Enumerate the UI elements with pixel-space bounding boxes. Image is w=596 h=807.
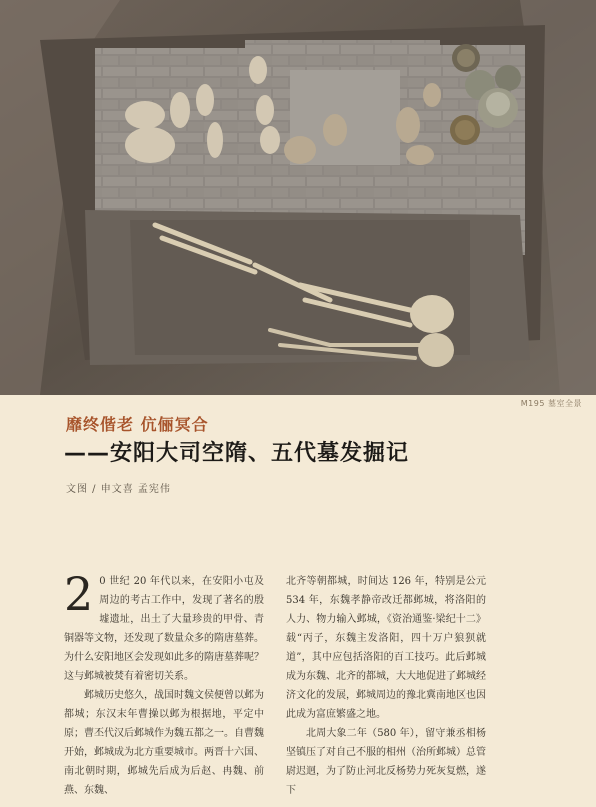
paragraph-intro xyxy=(64,567,264,686)
body-column-right xyxy=(286,572,486,800)
photo-caption: M195 墓室全景 xyxy=(520,399,582,408)
drop-cap: 2 xyxy=(64,567,94,621)
article-byline: 文图 / 申文喜 孟宪伟 xyxy=(66,484,171,495)
paragraph-intro-text: 0 世纪 20 年代以来，在安阳小屯及周边的考古工作中，发现了著名的殷墟遗址，出土了大量珍贵的甲骨、青铜器等文物，还发现了数量众多的隋唐墓葬。为什么安阳地区会发现如此多的隋唐墓葬呢？这与邺城被焚有着密切关系。 xyxy=(64,576,264,682)
tomb-photo xyxy=(0,0,596,395)
article-kicker: 靡终偕老 伉俪冥合 xyxy=(66,415,209,434)
paragraph-history: 邺城历史悠久，战国时魏文侯便曾以邺为都城；东汉末年曹操以邺为根据地，平定中原；曹丕代汉后邺城作为魏五都之一。自曹魏开始，邺城成为北方重要城市。两晋十六国、南北朝时期，邺城先后成为后赵、冉魏、前燕、东魏、 xyxy=(64,690,264,796)
paragraph-zhou: 北周大象二年（580 年），留守兼丞相杨坚镇压了对自己不服的相州（治所邺城）总管尉迟迥，为了防止河北反杨势力死灰复燃，遂下 xyxy=(286,728,486,796)
paragraph-continued: 北齐等朝都城，时间达 126 年，特别是公元 534 年，东魏孝静帝改迁都邺城，将洛阳的人力、物力输入邺城，《资治通鉴·梁纪十二》载“丙子，东魏主发洛阳，四十万户狼狈就道”，其中应包括洛阳的百工技巧。此后邺城成为东魏、北齐的都城，大大地促进了邺城经济文化的发展，邺城周边的豫北冀南地区也因此成为富庶繁盛之地。 xyxy=(286,576,486,720)
article-title: ——安阳大司空隋、五代墓发掘记 xyxy=(64,441,410,466)
body-column-left xyxy=(64,567,264,800)
tomb-photo-illustration xyxy=(0,0,596,395)
